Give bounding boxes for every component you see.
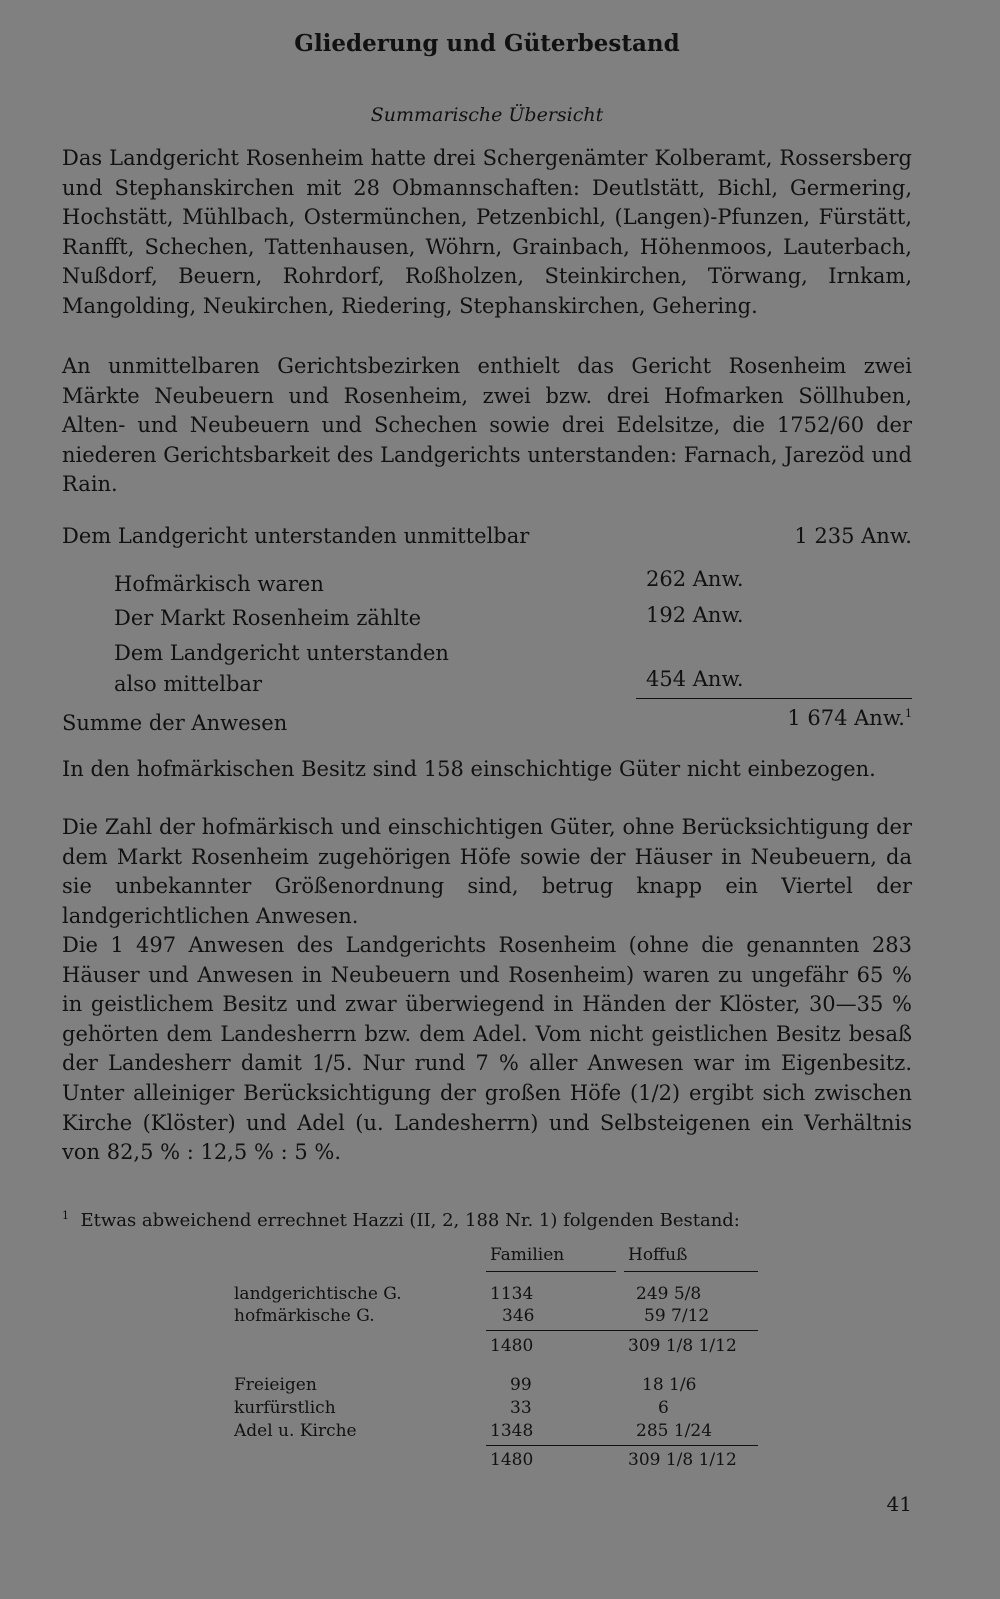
header-rule-familien: [486, 1271, 616, 1272]
subtotal-rule: [486, 1330, 758, 1331]
footnote-marker: 1: [62, 1209, 69, 1222]
calc-row2-value: 262 Anw.: [646, 567, 744, 591]
table-row-familien: 346: [502, 1306, 535, 1326]
table-row-familien: 33: [510, 1398, 532, 1418]
paragraph-anwesen-verteilung: Die 1 497 Anwesen des Landgerichts Rosenheim (ohne die genannten 283 Häuser und Anwesen in Neubeuern und Rosenheim) waren zu ungefähr 65 % in geistlichem Besitz und zwar überwiegend in Händen der Klöster, 30—35 % gehörten dem Landesherrn bzw. dem Adel. Vom nicht geistlichen Besitz besaß der Landesherr damit 1/5. Nur rund 7 % aller Anwesen war im Eigenbesitz. Unter alleiniger Berücksichtigung der großen Höfe (1/2) ergibt sich zwischen Kirche (Klöster) und Adel (u. Landesherrn) und Selbsteigenen ein Verhältnis von 82,5 % : 12,5 % : 5 %.: [62, 933, 912, 1165]
section-subtitle: Summarische Übersicht: [370, 104, 604, 126]
footnote-text: Etwas abweichend errechnet Hazzi (II, 2, 188 Nr. 1) folgenden Bestand:: [80, 1210, 740, 1231]
table-row-familien: 1134: [490, 1284, 534, 1304]
col-header-familien: Familien: [490, 1245, 565, 1265]
table-row-familien: 99: [510, 1375, 532, 1395]
table-row-label: kurfürstlich: [234, 1398, 336, 1418]
table-row-hoffuss: 6: [658, 1398, 669, 1418]
footnote-line: [62, 1210, 740, 1231]
total-familien: 1480: [490, 1450, 534, 1470]
calc-sum-rule: [636, 698, 912, 699]
calc-row4-value: 454 Anw.: [646, 667, 744, 691]
total-rule: [486, 1445, 758, 1446]
col-header-hoffuss: Hoffuß: [628, 1245, 688, 1265]
table-row-label: Freieigen: [234, 1375, 317, 1395]
table-row-label: Adel u. Kirche: [234, 1421, 357, 1441]
book-page: [62, 0, 912, 1599]
calc-sum-total: 1 674 Anw.$^1$: [787, 706, 912, 730]
table-row-hoffuss: 59 7/12: [644, 1306, 710, 1326]
table-row-hoffuss: 18 1/6: [642, 1375, 697, 1395]
table-row-label: landgerichtische G.: [234, 1284, 402, 1304]
paragraph-gerichtsbezirke: An unmittelbaren Gerichtsbezirken enthielt das Gericht Rosenheim zwei Märkte Neubeuern und Rosenheim, zwei bzw. drei Hofmarken Söllhuben, Alten- und Neubeuern und Schechen sowie drei Edelsitze, die 1752/60 der niederen Gerichtsbarkeit des Landgerichts unterstanden: Farnach, Jarezöd und Rain.: [62, 354, 912, 497]
calc-sum-label: Summe der Anwesen: [62, 711, 288, 735]
calc-row3-label: Der Markt Rosenheim zählte: [114, 606, 422, 630]
footnote-ref: 1: [905, 707, 912, 720]
table-row-hoffuss: 249 5/8: [636, 1284, 702, 1304]
calc-row1-label: Dem Landgericht unterstanden unmittelbar: [62, 524, 530, 548]
calc-row1-total: 1 235 Anw.: [794, 524, 912, 548]
table-row-hoffuss: 285 1/24: [636, 1421, 713, 1441]
calc-row4-label-b: also mittelbar: [114, 672, 262, 696]
subtotal-familien: 1480: [490, 1336, 534, 1356]
header-rule-hoffuss: [624, 1271, 758, 1272]
subtotal-hoffuss: 309 1/8 1/12: [628, 1336, 737, 1356]
calc-row3-value: 192 Anw.: [646, 603, 744, 627]
table-row-familien: 1348: [490, 1421, 534, 1441]
paragraph-einschichtige: In den hofmärkischen Besitz sind 158 einschichtige Güter nicht einbezogen.: [62, 757, 876, 781]
page-number: 41: [886, 1492, 912, 1516]
calc-row4-label-a: Dem Landgericht unterstanden: [114, 641, 449, 665]
total-hoffuss: 309 1/8 1/12: [628, 1450, 737, 1470]
paragraph-zahl-der-gueter: Die Zahl der hofmärkisch und einschichtigen Güter, ohne Berücksichtigung der dem Markt Rosenheim zugehörigen Höfe sowie der Häuser in Neubeuern, da sie unbekannter Größenordnung sind, betrug knapp ein Viertel der landgerichtlichen Anwesen.: [62, 815, 912, 928]
page-title: Gliederung und Güterbestand: [294, 30, 680, 57]
calc-row2-label: Hofmärkisch waren: [114, 572, 324, 596]
paragraph-schergenaemter: Das Landgericht Rosenheim hatte drei Schergenämter Kolberamt, Rossersberg und Stephanskirchen mit 28 Obmannschaften: Deutlstätt, Bichl, Germering, Hochstätt, Mühlbach, Ostermünchen, Petzenbichl, (Langen)-Pfunzen, Fürstätt, Ranfft, Schechen, Tattenhausen, Wöhrn, Grainbach, Höhenmoos, Lauterbach, Nußdorf, Beuern, Rohrdorf, Roßholzen, Steinkirchen, Törwang, Irnkam, Mangolding, Neukirchen, Riedering, Stephanskirchen, Gehering.: [62, 146, 912, 318]
table-row-label: hofmärkische G.: [234, 1306, 375, 1326]
